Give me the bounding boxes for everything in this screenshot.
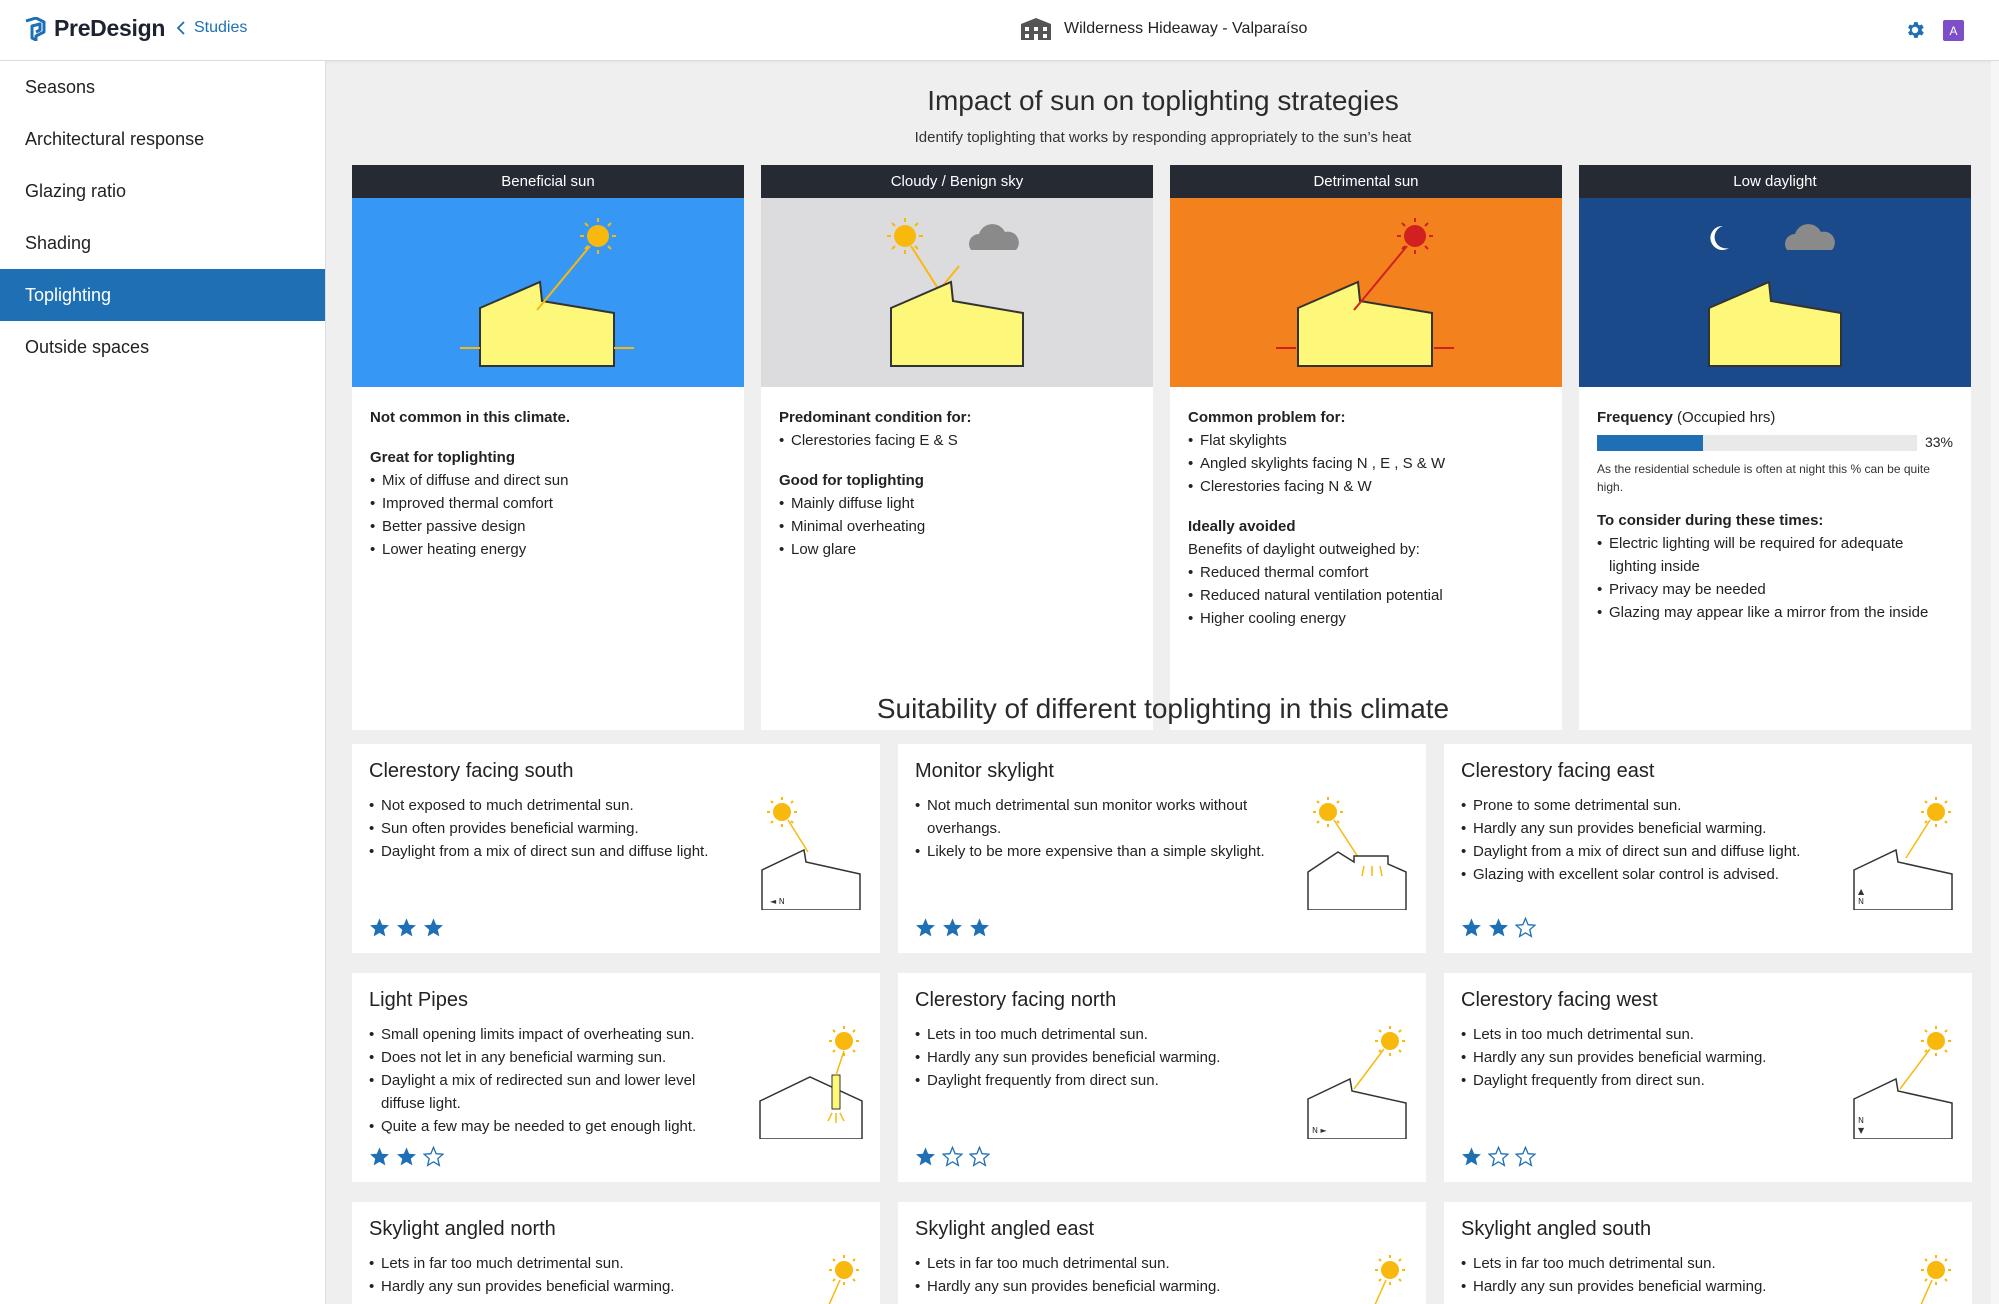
list-item: • Lets in far too much detrimental sun. xyxy=(1461,1252,1831,1275)
star-filled-icon xyxy=(942,917,963,938)
suitability-list xyxy=(1461,794,1831,886)
condition-heading: To consider during these times: xyxy=(1597,512,1824,529)
clerestory-east-icon xyxy=(1844,790,1956,910)
star-empty-icon xyxy=(1515,917,1536,938)
frequency-bar xyxy=(1597,435,1917,451)
suitability-card xyxy=(352,744,880,953)
main-content xyxy=(327,61,1999,1304)
clerestory-west-icon xyxy=(1844,1019,1956,1139)
condition-intro: Not common in this climate. xyxy=(370,409,571,426)
star-filled-icon xyxy=(969,917,990,938)
suitability-card xyxy=(352,1202,880,1304)
sidebar-item-outside-spaces[interactable]: Outside spaces xyxy=(25,336,150,357)
condition-intro-list xyxy=(779,429,1135,452)
suitability-list xyxy=(1461,1252,1831,1298)
low-daylight-illustration xyxy=(1579,198,1971,387)
suitability-list xyxy=(1461,1023,1831,1092)
project-title xyxy=(1020,17,1307,41)
list-item: • Lets in too much detrimental sun. xyxy=(1461,1023,1831,1046)
svg-text:N ►: N ► xyxy=(1312,1126,1327,1135)
star-empty-icon xyxy=(1515,1146,1536,1167)
star-filled-icon xyxy=(1461,917,1482,938)
project-name: Wilderness Hideaway - Valparaíso xyxy=(1064,20,1308,37)
star-filled-icon xyxy=(396,917,417,938)
suitability-card xyxy=(1444,1202,1972,1304)
list-item: • Glazing with excellent solar control is advised. xyxy=(1461,863,1831,886)
sun-icon xyxy=(580,218,616,254)
suitability-list xyxy=(369,794,739,863)
list-item: • Lets in too much detrimental sun. xyxy=(915,1023,1285,1046)
sidebar-item-architectural-response[interactable]: Architectural response xyxy=(25,128,205,149)
list-item: • Does not let in any beneficial warming sun. xyxy=(369,1046,739,1069)
list-item: • Daylight from a mix of direct sun and diffuse light. xyxy=(1461,840,1831,863)
list-item: • Hardly any sun provides beneficial warming. xyxy=(915,1275,1285,1298)
sidebar-item-shading[interactable]: Shading xyxy=(25,232,92,253)
list-item: • Reduced thermal comfort xyxy=(1188,561,1544,584)
skylight-south-icon xyxy=(1844,1248,1956,1304)
user-avatar[interactable]: A xyxy=(1943,20,1964,41)
condition-header: Detrimental sun xyxy=(1170,165,1562,198)
back-label: Studies xyxy=(194,19,248,36)
monitor-skylight-icon xyxy=(1298,790,1410,910)
condition-list xyxy=(1188,561,1544,630)
star-empty-icon xyxy=(942,1146,963,1167)
suitability-title: Skylight angled north xyxy=(369,1218,556,1240)
list-item: • Lets in far too much detrimental sun. xyxy=(915,1252,1285,1275)
list-item: • Not much detrimental sun monitor works without overhangs. xyxy=(915,794,1285,840)
star-empty-icon xyxy=(1488,1146,1509,1167)
impact-title: Impact of sun on toplighting strategies xyxy=(927,85,1399,116)
list-item: • Improved thermal comfort xyxy=(370,492,726,515)
hot-sun-icon xyxy=(1397,218,1433,254)
rating-stars xyxy=(915,1146,990,1167)
list-item: • Mainly diffuse light xyxy=(779,492,1135,515)
list-item: • Better passive design xyxy=(370,515,726,538)
list-item: • Likely to be more expensive than a simple skylight. xyxy=(915,840,1285,863)
list-item: • Lets in far too much detrimental sun. xyxy=(369,1252,739,1275)
star-filled-icon xyxy=(396,1146,417,1167)
list-item: • Small opening limits impact of overheating sun. xyxy=(369,1023,739,1046)
condition-list xyxy=(1597,532,1953,624)
list-item: • Minimal overheating xyxy=(779,515,1135,538)
rating-stars xyxy=(915,917,990,938)
suitability-list xyxy=(369,1023,739,1138)
condition-list xyxy=(370,469,726,561)
suitability-title: Skylight angled east xyxy=(915,1218,1095,1240)
suitability-card xyxy=(1444,973,1972,1182)
suitability-card xyxy=(1444,744,1972,953)
suitability-list xyxy=(915,1023,1285,1092)
svg-text:▲: ▲ xyxy=(1858,887,1865,896)
frequency-percent: 33% xyxy=(1924,434,1953,450)
list-item: • Lower heating energy xyxy=(370,538,726,561)
star-filled-icon xyxy=(1461,1146,1482,1167)
list-item: • Sun often provides beneficial warming. xyxy=(369,817,739,840)
suitability-card xyxy=(898,744,1426,953)
condition-header: Low daylight xyxy=(1579,165,1971,198)
list-item: • Flat skylights xyxy=(1188,429,1544,452)
condition-heading: Great for toplighting xyxy=(370,449,515,466)
detrimental-sun-illustration xyxy=(1170,198,1562,387)
chevron-left-icon xyxy=(176,20,186,36)
star-filled-icon xyxy=(915,917,936,938)
list-item: • Hardly any sun provides beneficial warming. xyxy=(369,1275,739,1298)
list-item: • Daylight from a mix of direct sun and diffuse light. xyxy=(369,840,739,863)
suitability-title: Clerestory facing east xyxy=(1461,760,1655,782)
suitability-title: Clerestory facing south xyxy=(369,760,574,782)
suitability-title: Clerestory facing north xyxy=(915,989,1117,1011)
suitability-list xyxy=(915,794,1285,863)
list-item: • Privacy may be needed xyxy=(1597,578,1953,601)
list-item: • Mix of diffuse and direct sun xyxy=(370,469,726,492)
list-item: • Electric lighting will be required for adequate lighting inside xyxy=(1597,532,1953,578)
list-item: • Clerestories facing N & W xyxy=(1188,475,1544,498)
list-item: • Quite a few may be needed to get enough light. xyxy=(369,1115,739,1138)
list-item: • Daylight a mix of redirected sun and lower level diffuse light. xyxy=(369,1069,739,1115)
star-empty-icon xyxy=(969,1146,990,1167)
star-filled-icon xyxy=(423,917,444,938)
star-filled-icon xyxy=(369,917,390,938)
svg-text:▼: ▼ xyxy=(1858,1126,1865,1135)
list-item: • Low glare xyxy=(779,538,1135,561)
star-filled-icon xyxy=(369,1146,390,1167)
suitability-card xyxy=(898,1202,1426,1304)
condition-header: Cloudy / Benign sky xyxy=(761,165,1153,198)
suitability-list xyxy=(369,1252,739,1298)
building-icon xyxy=(1020,17,1052,41)
rating-stars xyxy=(369,917,444,938)
app-logo[interactable] xyxy=(24,15,165,42)
condition-intro-heading: Predominant condition for: xyxy=(779,409,972,426)
condition-heading: Good for toplighting xyxy=(779,472,924,489)
svg-text:N: N xyxy=(1858,897,1864,906)
suitability-title: Suitability of different toplighting in this climate xyxy=(876,693,1450,724)
condition-card-cloudy xyxy=(761,165,1153,730)
list-item: • Glazing may appear like a mirror from the inside xyxy=(1597,601,1953,624)
app-name: PreDesign xyxy=(54,15,166,41)
back-to-studies-link[interactable] xyxy=(176,19,247,37)
sidebar-item-toplighting[interactable]: Toplighting xyxy=(0,269,325,321)
cloud-icon xyxy=(969,224,1019,250)
condition-intro-heading: Common problem for: xyxy=(1188,409,1346,426)
rating-stars xyxy=(1461,1146,1536,1167)
frequency-unit: (Occupied hrs) xyxy=(1677,409,1776,426)
cloudy-sky-illustration xyxy=(761,198,1153,387)
list-item: • Not exposed to much detrimental sun. xyxy=(369,794,739,817)
sun-icon xyxy=(887,218,923,254)
list-item: • Hardly any sun provides beneficial warming. xyxy=(1461,1275,1831,1298)
sidebar xyxy=(0,61,326,1304)
cloud-icon xyxy=(1785,224,1835,250)
clerestory-north-icon xyxy=(1298,1019,1410,1139)
list-item: • Hardly any sun provides beneficial warming. xyxy=(1461,1046,1831,1069)
svg-text:N: N xyxy=(1858,1116,1864,1125)
list-item: • Hardly any sun provides beneficial warming. xyxy=(1461,817,1831,840)
predesign-logo-icon xyxy=(24,17,46,41)
star-filled-icon xyxy=(1488,917,1509,938)
condition-heading: Ideally avoided xyxy=(1188,518,1296,535)
suitability-list xyxy=(915,1252,1285,1298)
list-item: • Daylight frequently from direct sun. xyxy=(1461,1069,1831,1092)
clerestory-south-icon xyxy=(752,790,864,910)
beneficial-sun-illustration xyxy=(352,198,744,387)
rating-stars xyxy=(369,1146,444,1167)
condition-intro-list xyxy=(1188,429,1544,498)
condition-card-detrimental-sun xyxy=(1170,165,1562,730)
condition-lead: Benefits of daylight outweighed by: xyxy=(1188,541,1420,558)
svg-text:◄ N: ◄ N xyxy=(770,897,785,906)
frequency-meter xyxy=(1597,431,1953,454)
star-filled-icon xyxy=(915,1146,936,1167)
gear-icon[interactable] xyxy=(1904,19,1926,41)
suitability-card xyxy=(898,973,1426,1182)
suitability-title: Light Pipes xyxy=(369,989,468,1011)
list-item: • Daylight frequently from direct sun. xyxy=(915,1069,1285,1092)
impact-subtitle: Identify toplighting that works by responding appropriately to the sun’s heat xyxy=(914,129,1412,146)
list-item: • Angled skylights facing N , E , S & W xyxy=(1188,452,1544,475)
list-item: • Prone to some detrimental sun. xyxy=(1461,794,1831,817)
condition-header: Beneficial sun xyxy=(352,165,744,198)
sidebar-item-glazing-ratio[interactable]: Glazing ratio xyxy=(25,180,127,201)
frequency-note: As the residential schedule is often at night this % can be quite high. xyxy=(1597,462,1930,494)
list-item: • Hardly any sun provides beneficial warming. xyxy=(915,1046,1285,1069)
list-item: • Reduced natural ventilation potential xyxy=(1188,584,1544,607)
list-item: • Clerestories facing E & S xyxy=(779,429,1135,452)
sidebar-item-seasons[interactable]: Seasons xyxy=(25,76,96,97)
suitability-title: Clerestory facing west xyxy=(1461,989,1658,1011)
condition-card-beneficial-sun xyxy=(352,165,744,730)
top-bar xyxy=(0,0,1999,61)
skylight-north-icon xyxy=(752,1248,864,1304)
suitability-title: Skylight angled south xyxy=(1461,1218,1652,1240)
star-empty-icon xyxy=(423,1146,444,1167)
frequency-label: Frequency xyxy=(1597,409,1673,426)
frequency-fill xyxy=(1597,435,1703,451)
moon-icon xyxy=(1710,226,1729,250)
suitability-card xyxy=(352,973,880,1182)
suitability-title: Monitor skylight xyxy=(915,760,1054,782)
list-item: • Higher cooling energy xyxy=(1188,607,1544,630)
condition-list xyxy=(779,492,1135,561)
scrollbar[interactable] xyxy=(1991,61,1999,1304)
skylight-east-icon xyxy=(1298,1248,1410,1304)
rating-stars xyxy=(1461,917,1536,938)
condition-card-low-daylight xyxy=(1579,165,1971,730)
light-pipe-icon xyxy=(752,1019,864,1139)
